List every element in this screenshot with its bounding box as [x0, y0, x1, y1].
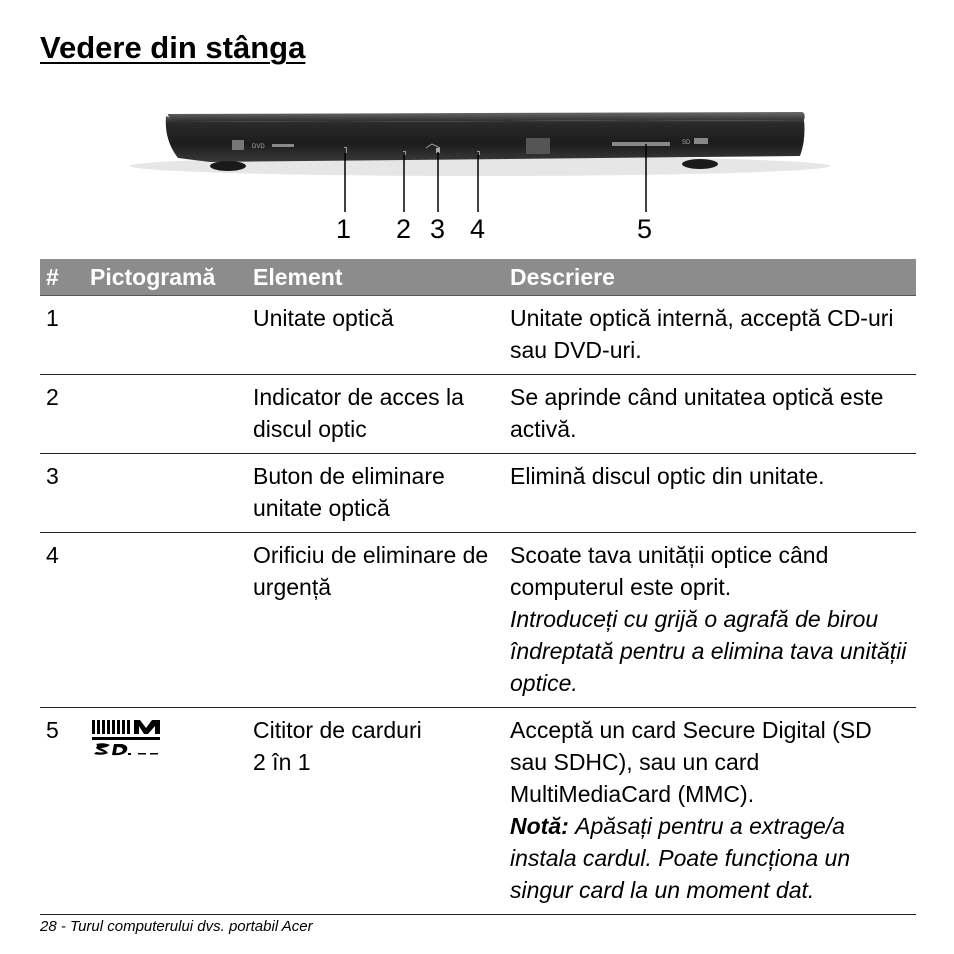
page-title: Vedere din stânga	[40, 30, 306, 65]
row-icon-cell	[84, 533, 247, 708]
callout-4: 4	[470, 214, 486, 244]
row-description	[504, 708, 916, 915]
row-number: 1	[40, 296, 84, 375]
header-element: Element	[247, 259, 504, 296]
note-text: Apăsați pentru a extrage/a instala cardul. Poate funcționa un singur card la un moment dat.	[510, 813, 851, 903]
header-number: #	[40, 259, 84, 296]
row-icon-cell	[84, 375, 247, 454]
row-description: Elimină discul optic din unitate.	[504, 454, 916, 533]
row-description-text: Scoate tava unității optice când computerul este oprit.	[510, 542, 829, 600]
row-description-note	[510, 810, 910, 906]
note-label: Notă:	[510, 813, 569, 839]
row-element: Orificiu de eliminare de urgență	[247, 533, 504, 708]
row-icon-cell	[84, 454, 247, 533]
row-element-line1: Cititor de carduri	[253, 717, 422, 743]
header-description: Descriere	[504, 259, 916, 296]
row-element: Unitate optică	[247, 296, 504, 375]
svg-text:SD: SD	[682, 140, 691, 146]
row-number: 2	[40, 375, 84, 454]
table-row	[40, 296, 916, 375]
row-description	[504, 533, 916, 708]
table-row	[40, 375, 916, 454]
multimediacard-sd-icon	[92, 718, 168, 762]
table-header-row	[40, 259, 916, 296]
row-element: Buton de eliminare unitate optică	[247, 454, 504, 533]
row-number: 4	[40, 533, 84, 708]
callout-2: 2	[396, 214, 412, 244]
callout-5: 5	[637, 214, 653, 244]
row-icon-cell	[84, 708, 247, 915]
row-element-line2: 2 în 1	[253, 749, 311, 775]
row-element	[247, 708, 504, 915]
row-description-text: Acceptă un card Secure Digital (SD sau SDHC), sau un card MultiMediaCard (MMC).	[510, 717, 872, 807]
ports-table	[40, 259, 916, 915]
row-element: Indicator de acces la discul optic	[247, 375, 504, 454]
table-row	[40, 533, 916, 708]
row-description: Se aprinde când unitatea optică este activă.	[504, 375, 916, 454]
table-row	[40, 454, 916, 533]
row-description: Unitate optică internă, acceptă CD-uri sau DVD-uri.	[504, 296, 916, 375]
table-row	[40, 708, 916, 915]
row-number: 3	[40, 454, 84, 533]
header-icon: Pictogramă	[84, 259, 247, 296]
row-icon-cell	[84, 296, 247, 375]
row-description-note: Introduceți cu grijă o agrafă de birou îndreptată pentru a elimina tava unității optice.	[510, 606, 907, 696]
svg-text:DVD: DVD	[252, 144, 265, 150]
row-number: 5	[40, 708, 84, 915]
callout-3: 3	[430, 214, 446, 244]
callout-1: 1	[336, 214, 352, 244]
page-footer: 28 - Turul computerului dvs. portabil Acer	[40, 918, 313, 935]
